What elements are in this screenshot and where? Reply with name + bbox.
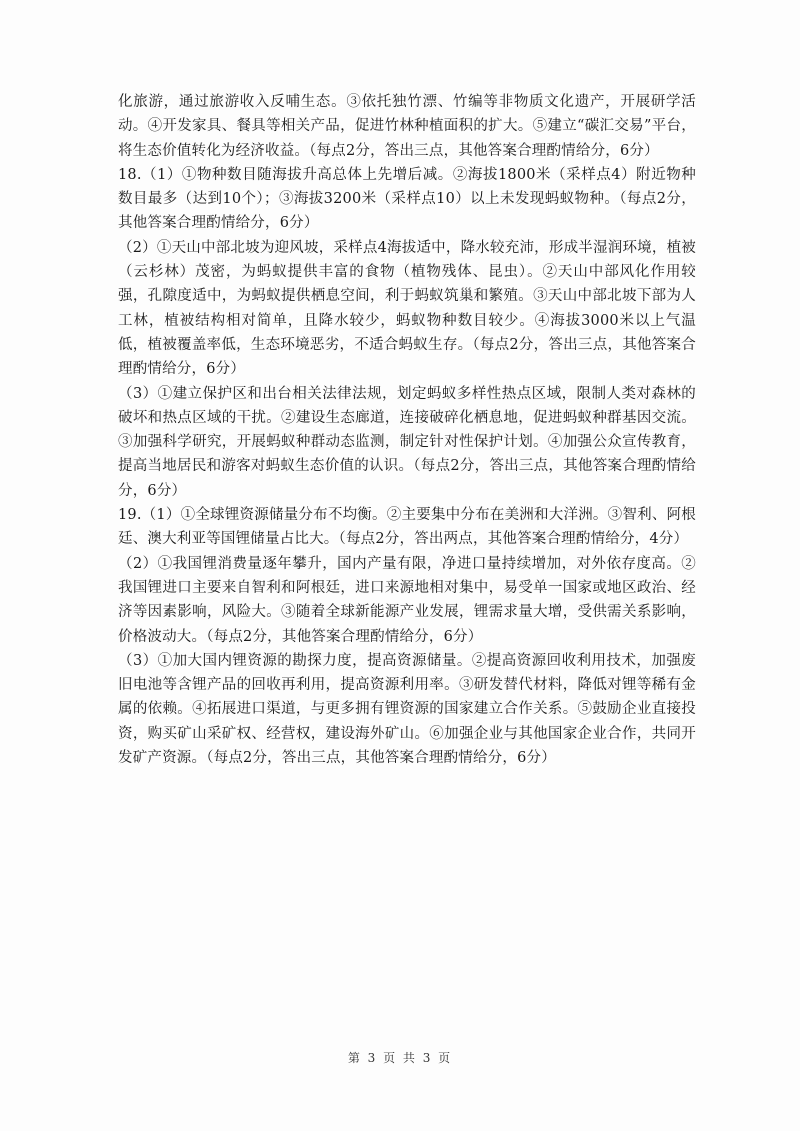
paragraph-q18-part2: （2）①天山中部北坡为迎风坡，采样点4海拔适中，降水较充沛，形成半湿润环境，植被（云杉林）茂密，为蚂蚁提供丰富的食物（植物残体、昆虫）。②天山中部风化作用较强，孔隙度适中，为蚂蚁提供栖息空间，利于蚂蚁筑巢和繁殖。③天山中部北坡下部为人工林，植被结构相对简单，且降水较少，蚂蚁物种数目较少。④海拔3000米以上气温低，植被覆盖率低，生态环境恶劣，不适合蚂蚁生存。（每点2分，答出三点，其他答案合理酌情给分，6分）	[118, 239, 696, 378]
paragraph-q19-part1: 19.（1）①全球锂资源储量分布不均衡。②主要集中分布在美洲和大洋洲。③智利、阿根廷、澳大利亚等国锂储量占比大。（每点2分，答出两点，其他答案合理酌情给分，4分）	[118, 507, 696, 548]
paragraph-q18-part1: 18.（1）①物种数目随海拔升高总体上先增后减。②海拔1800米（采样点4）附近物种数目最多（达到10个）；③海拔3200米（采样点10）以上未发现蚂蚁物种。（每点2分，其他答案合理酌情给分，6分）	[118, 166, 696, 232]
answer-text-body	[118, 90, 696, 770]
page-number-footer: 第 3 页 共 3 页	[347, 1051, 453, 1065]
paragraph-q19-part2: （2）①我国锂消费量逐年攀升，国内产量有限，净进口量持续增加，对外依存度高。②我国锂进口主要来自智利和阿根廷，进口来源地相对集中，易受单一国家或地区政治、经济等因素影响，风险大。③随着全球新能源产业发展，锂需求量大增，受供需关系影响，价格波动大。（每点2分，其他答案合理酌情给分，6分）	[118, 555, 696, 645]
paragraph-q17-continuation: 化旅游，通过旅游收入反哺生态。③依托独竹漂、竹编等非物质文化遗产，开展研学活动。④开发家具、餐具等相关产品，促进竹林种植面积的扩大。⑤建立“碳汇交易”平台，将生态价值转化为经济收益。（每点2分，答出三点，其他答案合理酌情给分，6分）	[118, 94, 696, 159]
paragraph-q18-part3: （3）①建立保护区和出台相关法律法规，划定蚂蚁多样性热点区域，限制人类对森林的破坏和热点区域的干扰。②建设生态廊道，连接破碎化栖息地，促进蚂蚁种群基因交流。③加强科学研究，开展蚂蚁种群动态监测，制定针对性保护计划。④加强公众宣传教育，提高当地居民和游客对蚂蚁生态价值的认识。（每点2分，答出三点，其他答案合理酌情给分，6分）	[118, 385, 696, 499]
paragraph-q19-part3: （3）①加大国内锂资源的勘探力度，提高资源储量。②提高资源回收利用技术，加强废旧电池等含锂产品的回收再利用，提高资源利用率。③研发替代材料，降低对锂等稀有金属的依赖。④拓展进口渠道，与更多拥有锂资源的国家建立合作关系。⑤鼓励企业直接投资，购买矿山采矿权、经营权，建设海外矿山。⑥加强企业与其他国家企业合作，共同开发矿产资源。（每点2分，答出三点，其他答案合理酌情给分，6分）	[118, 652, 696, 767]
